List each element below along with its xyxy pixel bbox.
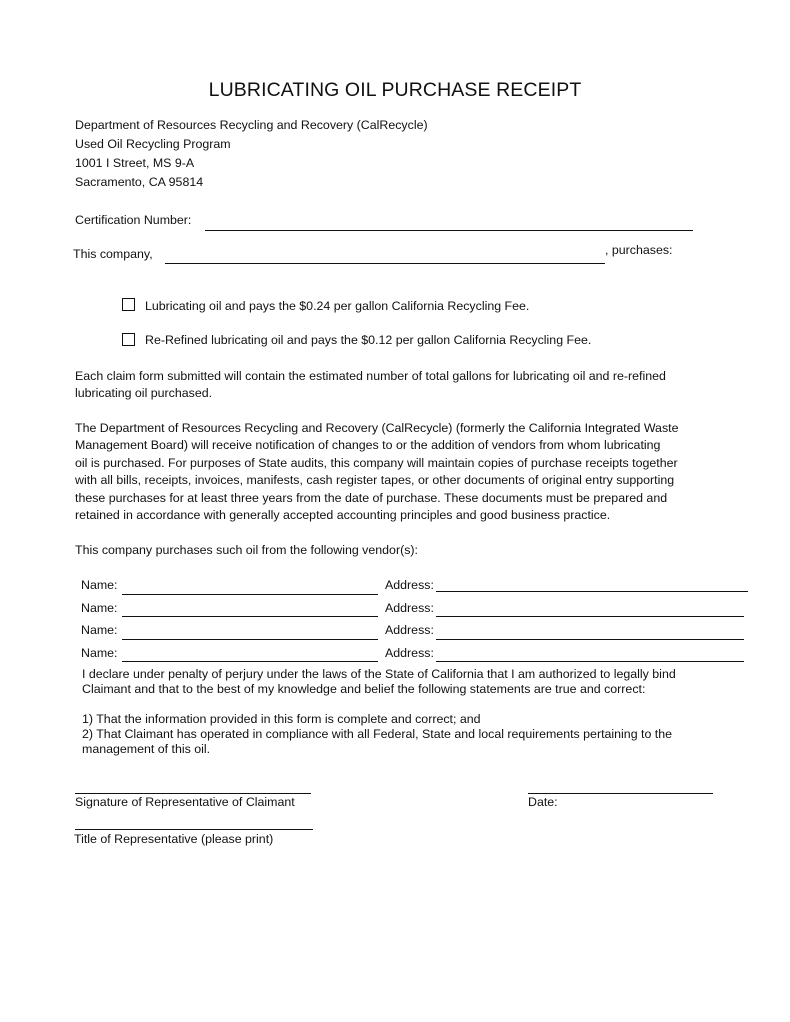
- signature-label: Signature of Representative of Claimant: [75, 795, 295, 809]
- address-line: Department of Resources Recycling and Recovery (CalRecycle): [75, 118, 428, 132]
- vendor-address-label: Address:: [385, 578, 434, 592]
- certification-label: Certification Number:: [75, 213, 192, 227]
- paragraph-line: retained in accordance with generally accepted accounting principles and good business practice.: [75, 508, 611, 523]
- vendor-address-label: Address:: [385, 623, 434, 637]
- company-name-field[interactable]: [165, 263, 605, 264]
- paragraph-line: oil is purchased. For purposes of State audits, this company will maintain copies of purchase receipts together: [75, 455, 678, 470]
- vendor-name-label: Name:: [81, 646, 118, 660]
- vendors-intro: This company purchases such oil from the following vendor(s):: [75, 543, 418, 557]
- vendor-address-label: Address:: [385, 601, 434, 615]
- declaration-line: I declare under penalty of perjury under the laws of the State of California that I am authorized to legally bind: [82, 667, 676, 681]
- signature-field[interactable]: [75, 793, 311, 794]
- document-title: LUBRICATING OIL PURCHASE RECEIPT: [208, 79, 582, 101]
- title-of-representative-label: Title of Representative (please print): [74, 832, 274, 846]
- statements: [82, 712, 722, 757]
- address-line: 1001 I Street, MS 9-A: [75, 156, 195, 170]
- purchases-label: , purchases:: [605, 243, 673, 257]
- vendor-name-field[interactable]: [122, 639, 378, 640]
- vendor-address-field[interactable]: [436, 616, 744, 617]
- vendor-address-label: Address:: [385, 646, 434, 660]
- paragraph-line: with all bills, receipts, invoices, manifests, cash register tapes, or other documents of original entry supporting: [75, 473, 675, 488]
- re-refined-oil-option-label: Re-Refined lubricating oil and pays the $0.12 per gallon California Recycling Fee.: [145, 333, 592, 347]
- lubricating-oil-option-label: Lubricating oil and pays the $0.24 per gallon California Recycling Fee.: [145, 299, 530, 313]
- statement-line: management of this oil.: [82, 742, 211, 756]
- address-line: Used Oil Recycling Program: [75, 137, 231, 151]
- paragraph-line: Management Board) will receive notification of changes to or the addition of vendors from whom lubricating: [75, 438, 661, 453]
- title-of-representative-field[interactable]: [75, 829, 313, 830]
- vendor-name-label: Name:: [81, 623, 118, 637]
- vendor-address-field[interactable]: [436, 639, 744, 640]
- vendor-address-field[interactable]: [436, 661, 744, 662]
- vendor-name-field[interactable]: [122, 594, 378, 595]
- statement-line: 2) That Claimant has operated in compliance with all Federal, State and local requirements pertaining to the: [82, 727, 673, 741]
- vendor-name-label: Name:: [81, 578, 118, 592]
- re-refined-oil-checkbox[interactable]: [122, 333, 135, 346]
- audit-paragraph: [75, 420, 725, 524]
- statement-line: 1) That the information provided in this form is complete and correct; and: [82, 712, 481, 726]
- date-field[interactable]: [528, 793, 713, 794]
- date-label: Date:: [528, 795, 558, 809]
- address-line: Sacramento, CA 95814: [75, 175, 204, 189]
- declaration-line: Claimant and that to the best of my knowledge and belief the following statements are true and correct:: [82, 682, 646, 696]
- paragraph-line: Each claim form submitted will contain the estimated number of total gallons for lubricating oil and re-refined: [75, 369, 666, 383]
- vendor-address-field[interactable]: [436, 591, 748, 592]
- certification-number-field[interactable]: [205, 230, 693, 231]
- declaration: [82, 667, 722, 697]
- paragraph-line: The Department of Resources Recycling and Recovery (CalRecycle) (formerly the California Integrated Waste: [75, 421, 679, 435]
- lubricating-oil-checkbox[interactable]: [122, 298, 135, 311]
- vendor-name-field[interactable]: [122, 661, 378, 662]
- paragraph-line: lubricating oil purchased.: [75, 386, 213, 401]
- company-label: This company,: [73, 247, 153, 261]
- vendor-name-label: Name:: [81, 601, 118, 615]
- vendor-name-field[interactable]: [122, 616, 378, 617]
- paragraph-line: these purchases for at least three years from the date of purchase. These documents must be prepared and: [75, 490, 668, 505]
- claim-paragraph: [75, 368, 725, 403]
